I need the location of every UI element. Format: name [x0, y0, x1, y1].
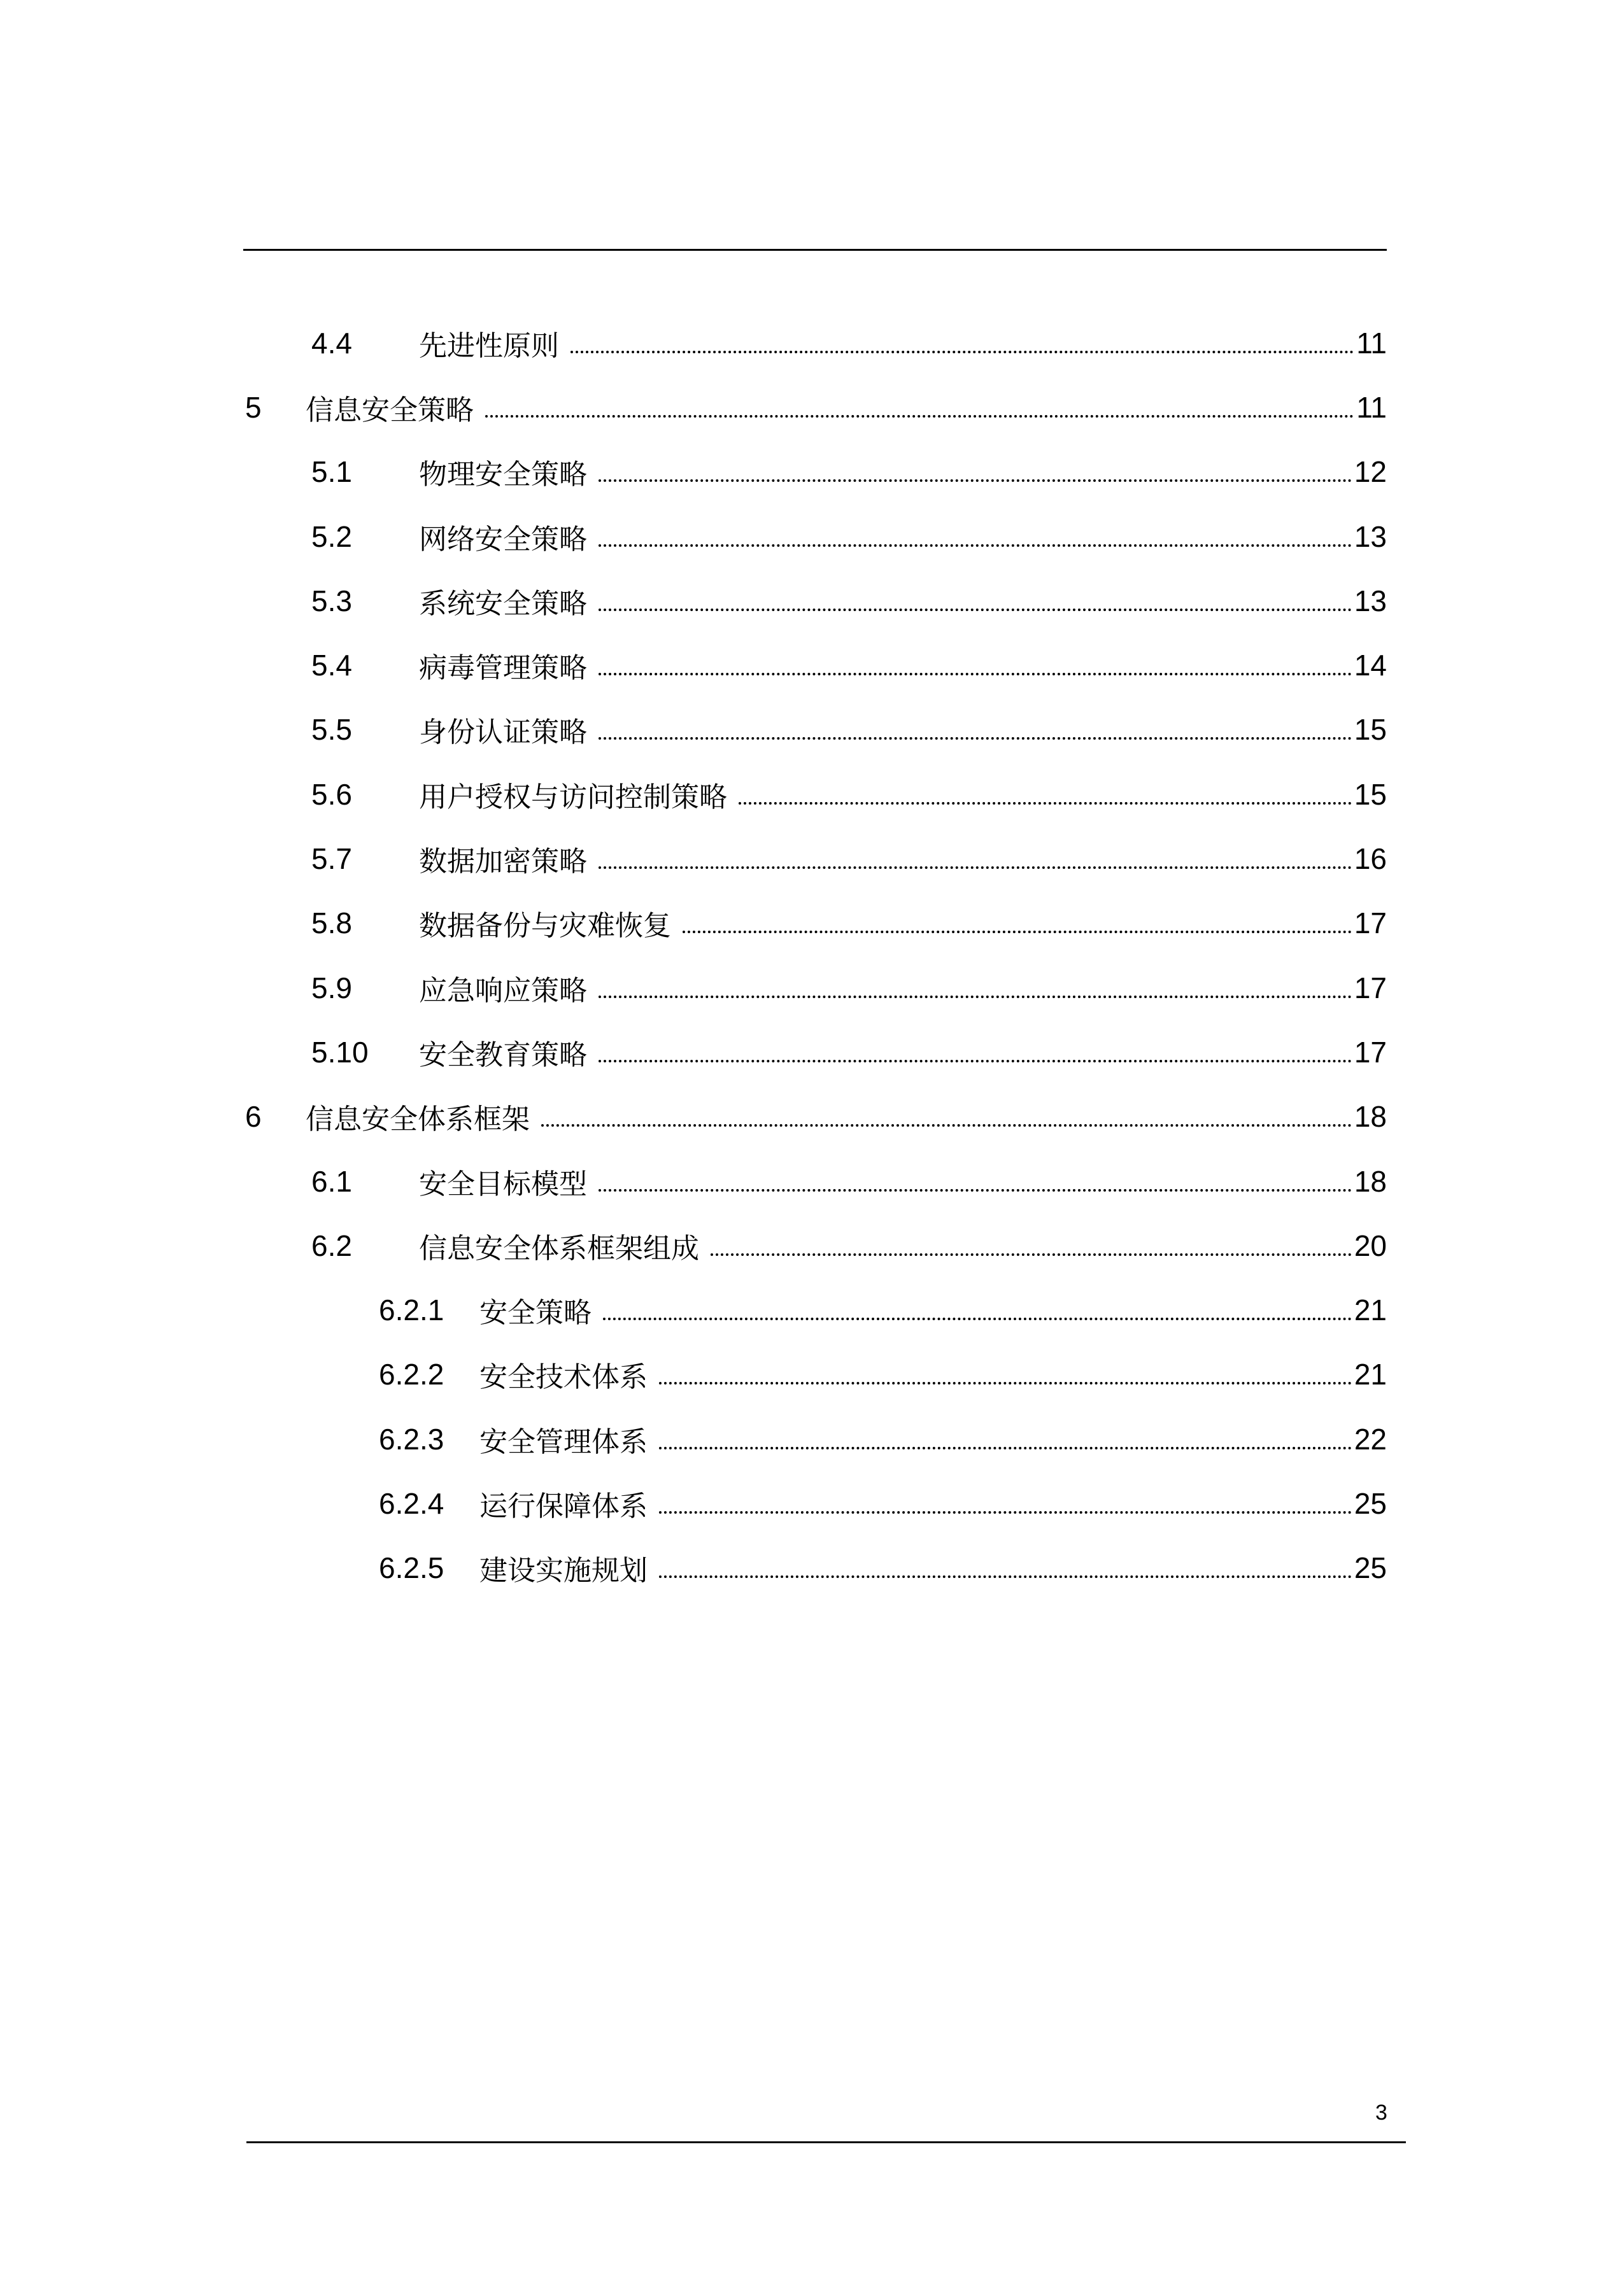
toc-leader-dots [599, 866, 1352, 869]
toc-entry-number: 5 [245, 390, 262, 424]
toc-leader-dots [711, 1253, 1352, 1256]
toc-entry-number: 6.1 [311, 1164, 352, 1198]
toc-entry[interactable] [0, 633, 1387, 697]
toc-leader-dots [659, 1575, 1352, 1578]
toc-entry-title: 系统安全策略 [419, 587, 587, 620]
toc-entry-title: 用户授权与访问控制策略 [419, 780, 727, 813]
toc-entry-title: 数据备份与灾难恢复 [419, 910, 671, 943]
toc-entry-title: 安全技术体系 [479, 1361, 648, 1394]
toc-entry[interactable] [0, 375, 1387, 439]
toc-entry-title: 信息安全体系框架 [306, 1103, 530, 1136]
toc-leader-dots [603, 1318, 1352, 1320]
toc-entry[interactable] [0, 891, 1387, 955]
toc-entry-title: 物理安全策略 [419, 458, 587, 491]
toc-entry-number: 6.2.1 [379, 1293, 444, 1327]
toc-entry-number: 5.8 [311, 906, 352, 940]
toc-entry[interactable] [0, 440, 1387, 504]
toc-entry-page: 11 [1356, 390, 1387, 424]
toc-entry-number: 5.1 [311, 455, 352, 489]
toc-entry-title: 病毒管理策略 [419, 652, 587, 685]
toc-entry-page: 15 [1354, 777, 1387, 811]
toc-entry-title: 建设实施规划 [479, 1554, 648, 1588]
toc-leader-dots [599, 996, 1352, 998]
table-of-contents [0, 311, 1387, 1600]
toc-entry-title: 安全管理体系 [479, 1425, 648, 1458]
toc-entry[interactable] [0, 1020, 1387, 1084]
toc-entry-page: 14 [1354, 649, 1387, 682]
toc-entry-number: 5.2 [311, 519, 352, 553]
toc-leader-dots [571, 351, 1354, 353]
toc-entry-title: 信息安全策略 [306, 393, 474, 426]
toc-entry[interactable] [0, 1471, 1387, 1535]
toc-entry-number: 6.2 [311, 1229, 352, 1262]
toc-entry-page: 21 [1354, 1293, 1387, 1327]
toc-leader-dots [659, 1447, 1352, 1449]
toc-leader-dots [485, 415, 1354, 418]
toc-entry-page: 11 [1356, 326, 1387, 360]
toc-entry[interactable] [0, 1149, 1387, 1213]
toc-entry-title: 身份认证策略 [419, 716, 587, 749]
toc-leader-dots [599, 479, 1352, 482]
toc-leader-dots [659, 1511, 1352, 1514]
toc-entry-page: 17 [1354, 906, 1387, 940]
toc-entry-page: 17 [1354, 1035, 1387, 1069]
toc-entry-page: 21 [1354, 1358, 1387, 1391]
toc-leader-dots [599, 1189, 1352, 1192]
toc-entry[interactable] [0, 826, 1387, 891]
toc-entry[interactable] [0, 1342, 1387, 1407]
toc-entry-page: 13 [1354, 519, 1387, 553]
toc-entry-page: 18 [1354, 1100, 1387, 1134]
toc-entry-title: 应急响应策略 [419, 974, 587, 1007]
footer-rule [246, 2141, 1406, 2143]
page-number: 3 [1375, 2101, 1387, 2125]
toc-entry[interactable] [0, 1213, 1387, 1278]
toc-entry-title: 安全教育策略 [419, 1038, 587, 1071]
toc-entry[interactable] [0, 698, 1387, 762]
toc-entry-number: 5.6 [311, 777, 352, 811]
toc-entry-title: 安全目标模型 [419, 1167, 587, 1201]
toc-entry-page: 25 [1354, 1486, 1387, 1520]
toc-entry-number: 5.5 [311, 713, 352, 747]
toc-entry-number: 6.2.4 [379, 1486, 444, 1520]
toc-entry-number: 5.10 [311, 1035, 369, 1069]
toc-entry[interactable] [0, 1407, 1387, 1471]
toc-entry-number: 5.4 [311, 649, 352, 682]
toc-entry[interactable] [0, 762, 1387, 826]
toc-leader-dots [599, 1060, 1352, 1062]
toc-leader-dots [599, 544, 1352, 547]
toc-entry-number: 5.9 [311, 971, 352, 1004]
toc-entry-title: 数据加密策略 [419, 845, 587, 878]
toc-entry-page: 25 [1354, 1551, 1387, 1585]
toc-entry[interactable] [0, 504, 1387, 568]
toc-leader-dots [739, 802, 1352, 805]
toc-entry-title: 先进性原则 [419, 329, 559, 362]
toc-entry[interactable] [0, 955, 1387, 1020]
toc-entry[interactable] [0, 311, 1387, 375]
toc-entry[interactable] [0, 568, 1387, 633]
toc-entry[interactable] [0, 1085, 1387, 1149]
toc-entry-title: 网络安全策略 [419, 523, 587, 556]
toc-entry[interactable] [0, 1536, 1387, 1600]
toc-entry[interactable] [0, 1278, 1387, 1342]
toc-entry-page: 15 [1354, 713, 1387, 747]
toc-entry-number: 4.4 [311, 326, 352, 360]
toc-leader-dots [599, 737, 1352, 740]
toc-entry-title: 信息安全体系框架组成 [419, 1232, 699, 1265]
toc-leader-dots [599, 609, 1352, 611]
toc-leader-dots [683, 931, 1352, 933]
toc-leader-dots [659, 1382, 1352, 1384]
toc-entry-number: 5.7 [311, 842, 352, 876]
toc-leader-dots [541, 1124, 1352, 1127]
toc-leader-dots [599, 673, 1352, 675]
toc-entry-page: 13 [1354, 584, 1387, 617]
toc-entry-page: 12 [1354, 455, 1387, 489]
toc-entry-page: 18 [1354, 1164, 1387, 1198]
toc-entry-page: 16 [1354, 842, 1387, 876]
header-rule [243, 249, 1387, 251]
toc-entry-page: 20 [1354, 1229, 1387, 1262]
toc-entry-number: 6.2.5 [379, 1551, 444, 1585]
toc-entry-title: 运行保障体系 [479, 1490, 648, 1523]
toc-entry-title: 安全策略 [479, 1297, 592, 1330]
toc-entry-page: 17 [1354, 971, 1387, 1004]
toc-entry-page: 22 [1354, 1422, 1387, 1456]
toc-entry-number: 6.2.3 [379, 1422, 444, 1456]
toc-entry-number: 6 [245, 1100, 262, 1134]
toc-entry-number: 6.2.2 [379, 1358, 444, 1391]
toc-entry-number: 5.3 [311, 584, 352, 617]
